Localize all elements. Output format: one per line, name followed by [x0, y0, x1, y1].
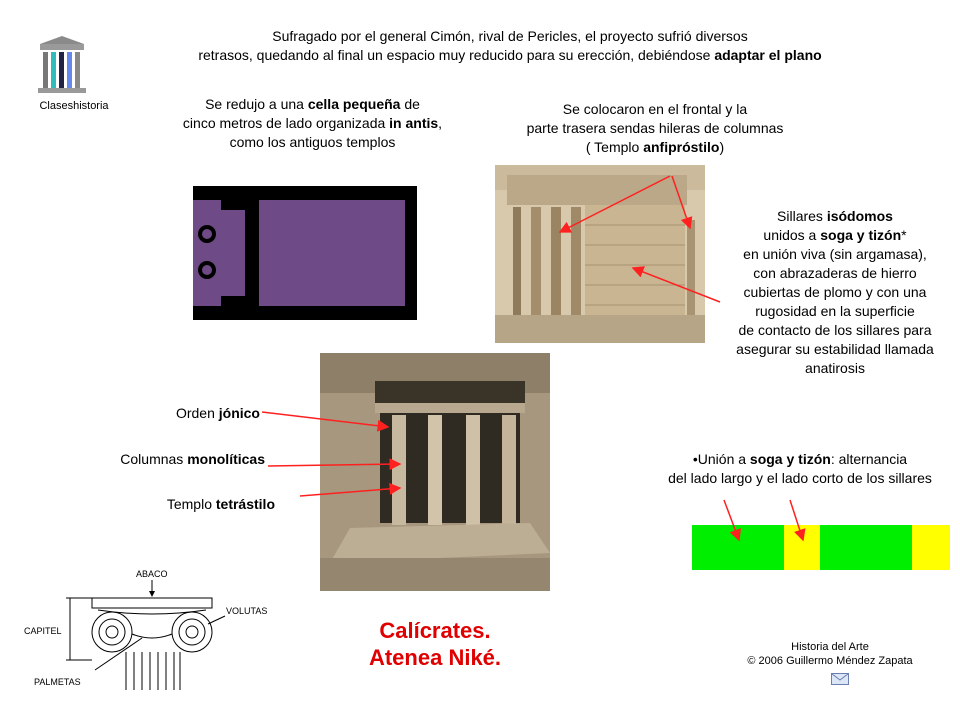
page-title: [320, 617, 550, 671]
title-line-1: Calícrates.: [379, 618, 491, 643]
amphi-line-2: parte trasera sendas hileras de columnas: [526, 120, 784, 136]
sillares-line-4: con abrazaderas de hierro: [753, 265, 917, 281]
arrow-columnas: [268, 464, 400, 466]
columnas-label: Columnas monolíticas: [120, 451, 265, 467]
sillares-line-9: anatirosis: [805, 360, 865, 376]
mail-icon[interactable]: [831, 672, 849, 684]
arrow-soga: [724, 500, 739, 540]
sillares-line-1: Sillares isódomos: [777, 208, 893, 224]
intro-line-1: Sufragado por el general Cimón, rival de Pericles, el proyecto sufrió diversos: [272, 28, 748, 44]
arrow-orden: [262, 412, 388, 427]
volutas-label: VOLUTAS: [226, 606, 268, 616]
abaco-label: ABACO: [136, 569, 168, 579]
arrow-templo: [300, 488, 400, 496]
sillares-line-5: cubiertas de plomo y con una: [743, 284, 927, 300]
arrow-rear-columns: [672, 176, 690, 228]
cella-line-2: cinco metros de lado organizada in antis,: [182, 115, 443, 131]
intro-line-2-text: retrasos, quedando al final un espacio muy reducido para su erección, debiéndose: [198, 47, 715, 63]
orden-label: Orden jónico: [175, 405, 260, 421]
ionic-capital-diagram: [20, 562, 290, 692]
title-line-2: Atenea Niké.: [368, 645, 502, 670]
logo-caption: Claseshistoria: [39, 100, 109, 112]
templo-label: Templo tetrástilo: [166, 496, 275, 512]
sillares-line-3: en unión viva (sin argamasa),: [743, 246, 927, 262]
amphi-line-1: Se colocaron en el frontal y la: [562, 101, 748, 117]
arrow-sillares: [633, 268, 720, 302]
soga-line-2: del lado largo y el lado corto de los sillares: [668, 470, 932, 486]
sillares-line-8: asegurar su estabilidad llamada: [736, 341, 934, 357]
sillares-line-7: de contacto de los sillares para: [738, 322, 932, 338]
arrow-tizon: [790, 500, 803, 540]
arrow-front-columns: [560, 176, 670, 232]
footer-line-2: © 2006 Guillermo Méndez Zapata: [747, 655, 913, 667]
capitel-label: CAPITEL: [24, 626, 62, 636]
amphi-line-3: ( Templo anfipróstilo): [585, 139, 725, 155]
footer: [720, 640, 940, 668]
sillares-line-6: rugosidad en la superficie: [755, 303, 915, 319]
sillares-line-2: unidos a soga y tizón*: [763, 227, 907, 243]
cella-line-1: Se redujo a una cella pequeña de: [205, 96, 420, 112]
palmetas-label: PALMETAS: [34, 677, 81, 687]
intro-line-2-bold: adaptar el plano: [714, 47, 822, 63]
footer-line-1: Historia del Arte: [791, 641, 869, 653]
soga-line-1: •Unión a soga y tizón: alternancia: [692, 451, 908, 467]
cella-line-3: como los antiguos templos: [229, 134, 396, 150]
